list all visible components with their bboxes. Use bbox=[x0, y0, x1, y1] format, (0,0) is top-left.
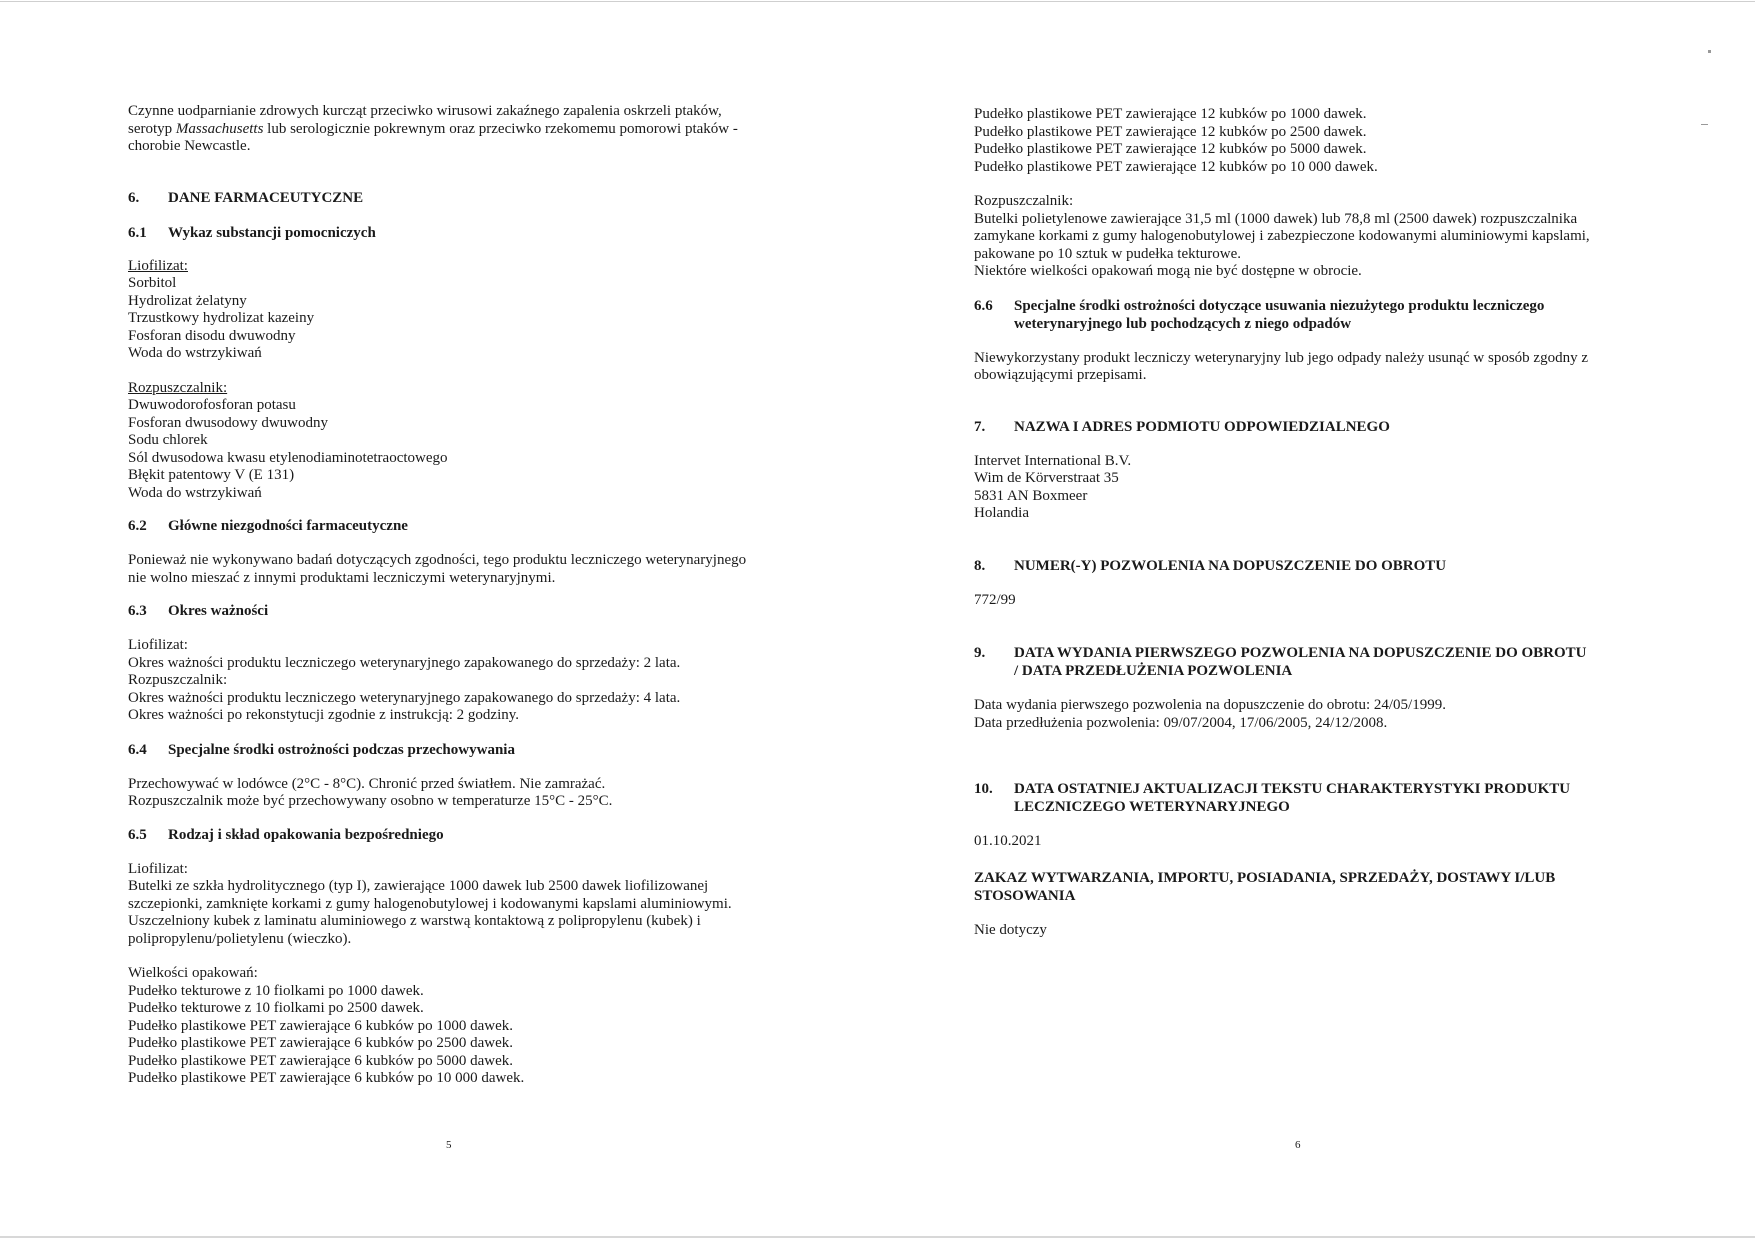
excipients-solvent bbox=[128, 380, 788, 503]
section-title: NUMER(-Y) POZWOLENIA NA DOPUSZCZENIE DO OBROTU bbox=[1014, 557, 1447, 574]
list-item: Pudełko plastikowe PET zawierające 12 kubków po 1000 dawek. bbox=[974, 106, 1367, 122]
section-title: Wykaz substancji pomocniczych bbox=[168, 224, 376, 241]
section-8-heading bbox=[974, 557, 1634, 575]
page-number: 5 bbox=[446, 1139, 452, 1151]
disposal-paragraph bbox=[974, 350, 1634, 385]
section-number: 6.1 bbox=[128, 224, 147, 241]
text-line: Wielkości opakowań: bbox=[128, 965, 258, 981]
list-item: Pudełko tekturowe z 10 fiolkami po 2500 dawek. bbox=[128, 1000, 424, 1016]
section-title: Specjalne środki ostrożności podczas przechowywania bbox=[168, 741, 515, 758]
text-line: Rozpuszczalnik: bbox=[974, 193, 1074, 209]
text-line: nie wolno mieszać z innymi produktami leczniczymi weterynaryjnymi. bbox=[128, 569, 556, 586]
title-line: DATA OSTATNIEJ AKTUALIZACJI TEKSTU CHARAKTERYSTYKI PRODUKTU bbox=[1014, 781, 1571, 797]
list-item: Fosforan disodu dwuwodny bbox=[128, 327, 296, 344]
section-6-heading bbox=[128, 189, 788, 207]
list-item: Woda do wstrzykiwań bbox=[128, 484, 262, 501]
address-line: Holandia bbox=[974, 505, 1029, 521]
list-item: Pudełko plastikowe PET zawierające 6 kubków po 2500 dawek. bbox=[128, 1035, 514, 1051]
text-line: obowiązującymi przepisami. bbox=[974, 367, 1147, 383]
intro-text: serotyp bbox=[128, 120, 176, 137]
text-line: Rozpuszczalnik może być przechowywany osobno w temperaturze 15°C - 25°C. bbox=[128, 793, 613, 809]
page-6 bbox=[974, 106, 1634, 939]
title-line: Specjalne środki ostrożności dotyczące usuwania niezużytego produktu leczniczego bbox=[1014, 297, 1545, 314]
section-6-5-heading bbox=[128, 826, 788, 844]
section-title: Okres ważności bbox=[168, 603, 269, 619]
section-number: 6.3 bbox=[128, 603, 147, 619]
intro-paragraph bbox=[128, 103, 788, 156]
title-line: weterynaryjnego lub pochodzących z niego odpadów bbox=[1014, 315, 1352, 332]
section-6-4-heading bbox=[128, 741, 788, 759]
title-line: / DATA PRZEDŁUŻENIA POZWOLENIA bbox=[1014, 663, 1293, 679]
section-9-heading bbox=[974, 644, 1634, 680]
section-title bbox=[1014, 644, 1634, 680]
text-line: Butelki ze szkła hydrolitycznego (typ I), zawierające 1000 dawek lub 2500 dawek liofilizowanej bbox=[128, 878, 709, 894]
text-line: pakowane po 10 sztuk w pudełka tekturowe. bbox=[974, 245, 1242, 262]
section-6-3-heading bbox=[128, 602, 788, 620]
section-number: 6.6 bbox=[974, 297, 993, 314]
list-item: Sorbitol bbox=[128, 275, 177, 291]
list-item: Pudełko plastikowe PET zawierające 12 kubków po 10 000 dawek. bbox=[974, 158, 1378, 175]
list-item: Pudełko plastikowe PET zawierające 12 kubków po 5000 dawek. bbox=[974, 141, 1367, 157]
authorisation-number: 772/99 bbox=[974, 591, 1016, 608]
text-line: Okres ważności produktu leczniczego weterynaryjnego zapakowanego do sprzedaży: 2 lata. bbox=[128, 654, 681, 671]
shelf-life-paragraph bbox=[128, 637, 788, 725]
list-item: Dwuwodorofosforan potasu bbox=[128, 397, 296, 413]
section-number: 6.2 bbox=[128, 518, 147, 534]
authorisation-dates bbox=[974, 697, 1634, 732]
list-item: Sól dwusodowa kwasu etylenodiaminotetraoctowego bbox=[128, 449, 448, 466]
text-line: polipropylenu/polietylenu (wieczko). bbox=[128, 930, 352, 947]
text-line: zamykane korkami z gumy halogenobutylowej i zabezpieczone kodowanymi aluminiowymi kapslami, bbox=[974, 228, 1590, 244]
prohibition-heading bbox=[974, 869, 1634, 905]
text-line: Ponieważ nie wykonywano badań dotyczących zgodności, tego produktu leczniczego weterynaryjnego bbox=[128, 552, 747, 568]
section-title bbox=[1014, 780, 1634, 816]
storage-paragraph bbox=[128, 776, 788, 811]
intro-line bbox=[128, 121, 788, 139]
text-line: szczepionki, zamknięte korkami z gumy halogenobutylowej i kodowanymi kapslami aluminiowymi. bbox=[128, 895, 732, 912]
text-line: Okres ważności produktu leczniczego weterynaryjnego zapakowanego do sprzedaży: 4 lata. bbox=[128, 689, 681, 706]
serotype-italic: Massachusetts bbox=[175, 120, 264, 137]
intro-text: lub serologicznie pokrewnym oraz przeciwko rzekomemu pomorowi ptaków - bbox=[263, 120, 738, 137]
text-line: Uszczelniony kubek z laminatu aluminiowego z warstwą kontaktową z polipropylenu (kubek) i bbox=[128, 913, 701, 929]
text-line: Butelki polietylenowe zawierające 31,5 ml (1000 dawek) lub 78,8 ml (2500 dawek) rozpuszczalnika bbox=[974, 210, 1578, 227]
pet-pack-list bbox=[974, 106, 1634, 176]
revision-date: 01.10.2021 bbox=[974, 833, 1042, 849]
section-6-1-heading bbox=[128, 224, 788, 242]
pack-sizes-list bbox=[128, 965, 788, 1088]
list-item: Trzustkowy hydrolizat kazeiny bbox=[128, 310, 315, 326]
section-number: 6.5 bbox=[128, 826, 147, 843]
text-line: Rozpuszczalnik: bbox=[128, 672, 228, 688]
section-title: Główne niezgodności farmaceutyczne bbox=[168, 518, 408, 534]
intro-line: Czynne uodparnianie zdrowych kurcząt przeciwko wirusowi zakaźnego zapalenia oskrzeli ptaków, bbox=[128, 103, 722, 119]
container-paragraph bbox=[128, 861, 788, 949]
title-line: LECZNICZEGO WETERYNARYJNEGO bbox=[1014, 799, 1290, 815]
section-title: NAZWA I ADRES PODMIOTU ODPOWIEDZIALNEGO bbox=[1014, 418, 1390, 435]
list-item: Pudełko tekturowe z 10 fiolkami po 1000 dawek. bbox=[128, 982, 424, 999]
list-item: Sodu chlorek bbox=[128, 432, 208, 448]
section-6-6-heading bbox=[974, 297, 1634, 333]
list-item: Pudełko plastikowe PET zawierające 6 kubków po 5000 dawek. bbox=[128, 1052, 514, 1069]
section-number: 6. bbox=[128, 189, 140, 206]
text-line: Niektóre wielkości opakowań mogą nie być dostępne w obrocie. bbox=[974, 263, 1362, 279]
text-line: Okres ważności po rekonstytucji zgodnie z instrukcją: 2 godziny. bbox=[128, 707, 520, 723]
list-item: Pudełko plastikowe PET zawierające 6 kubków po 10 000 dawek. bbox=[128, 1070, 525, 1086]
subheading: Rozpuszczalnik: bbox=[128, 379, 228, 396]
list-item: Hydrolizat żelatyny bbox=[128, 292, 247, 309]
text-line: Liofilizat: bbox=[128, 637, 188, 653]
scan-speck bbox=[1701, 124, 1708, 125]
section-6-2-heading bbox=[128, 517, 788, 535]
address-line: Intervet International B.V. bbox=[974, 452, 1132, 469]
list-item: Pudełko plastikowe PET zawierające 12 kubków po 2500 dawek. bbox=[974, 123, 1367, 140]
section-number: 8. bbox=[974, 557, 986, 574]
solvent-pack-paragraph bbox=[974, 193, 1634, 281]
section-number: 7. bbox=[974, 418, 986, 435]
title-line: DATA WYDANIA PIERWSZEGO POZWOLENIA NA DOPUSZCZENIE DO OBROTU bbox=[1014, 645, 1587, 661]
address-line: 5831 AN Boxmeer bbox=[974, 487, 1088, 504]
text-line: Niewykorzystany produkt leczniczy weterynaryjny lub jego odpady należy usunąć w sposób zgodny z bbox=[974, 349, 1588, 366]
section-number: 10. bbox=[974, 781, 993, 797]
page-5 bbox=[128, 103, 788, 1088]
section-number: 9. bbox=[974, 645, 986, 661]
not-applicable-text: Nie dotyczy bbox=[974, 921, 1047, 938]
mah-address bbox=[974, 453, 1634, 523]
list-item: Błękit patentowy V (E 131) bbox=[128, 467, 295, 483]
scan-bottom-edge bbox=[0, 1236, 1755, 1238]
scan-top-edge bbox=[0, 1, 1755, 2]
section-title: DANE FARMACEUTYCZNE bbox=[168, 189, 364, 206]
incompatibilities-paragraph bbox=[128, 552, 788, 587]
section-7-heading bbox=[974, 418, 1634, 436]
address-line: Wim de Körverstraat 35 bbox=[974, 470, 1119, 486]
list-item: Pudełko plastikowe PET zawierające 6 kubków po 1000 dawek. bbox=[128, 1017, 514, 1034]
intro-line: chorobie Newcastle. bbox=[128, 138, 251, 154]
list-item: Fosforan dwusodowy dwuwodny bbox=[128, 414, 328, 431]
subheading: Liofilizat: bbox=[128, 257, 188, 274]
title-line: STOSOWANIA bbox=[974, 887, 1076, 904]
text-line: Data przedłużenia pozwolenia: 09/07/2004, 17/06/2005, 24/12/2008. bbox=[974, 714, 1388, 731]
title-line: ZAKAZ WYTWARZANIA, IMPORTU, POSIADANIA, SPRZEDAŻY, DOSTAWY I/LUB bbox=[974, 869, 1556, 886]
text-line: Przechowywać w lodówce (2°C - 8°C). Chronić przed światłem. Nie zamrażać. bbox=[128, 775, 606, 792]
section-number: 6.4 bbox=[128, 741, 147, 758]
section-title: Rodzaj i skład opakowania bezpośredniego bbox=[168, 826, 444, 843]
scan-speck bbox=[1708, 50, 1711, 53]
excipients-lyophilisate bbox=[128, 258, 788, 363]
text-line: Liofilizat: bbox=[128, 860, 188, 877]
section-10-heading bbox=[974, 780, 1634, 816]
section-title bbox=[1014, 297, 1634, 333]
list-item: Woda do wstrzykiwań bbox=[128, 345, 262, 361]
page-number: 6 bbox=[1295, 1139, 1301, 1151]
text-line: Data wydania pierwszego pozwolenia na dopuszczenie do obrotu: 24/05/1999. bbox=[974, 697, 1446, 713]
